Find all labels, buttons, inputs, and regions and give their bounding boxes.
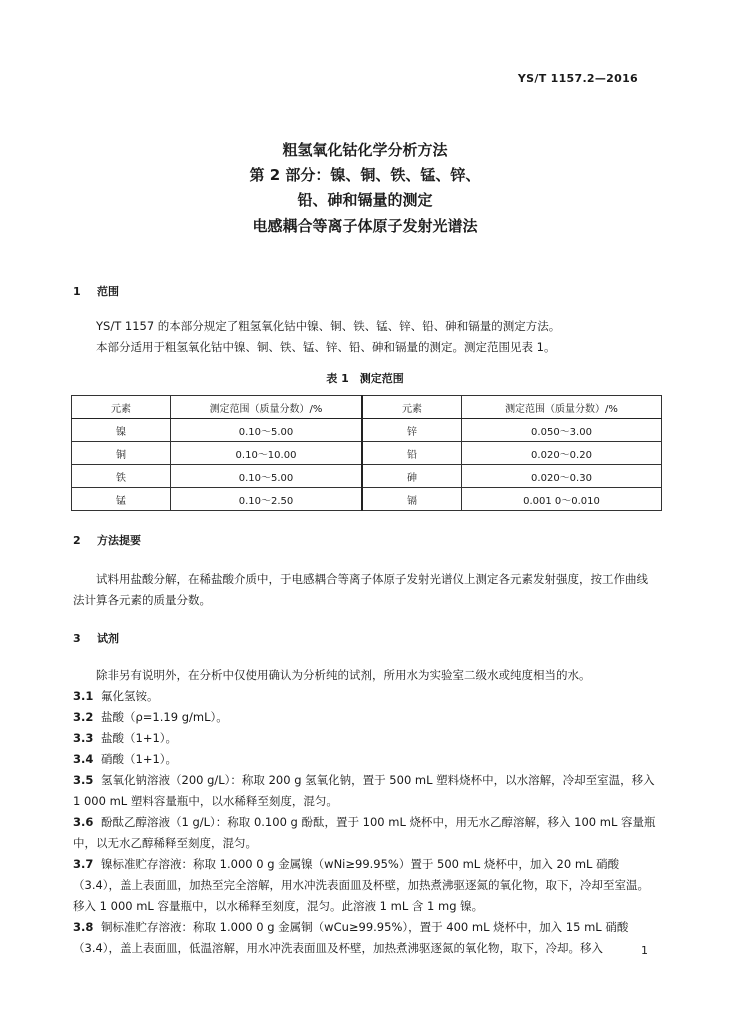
standard-code: YS/T 1157.2—2016	[517, 72, 638, 85]
table-header-cell: 元素	[362, 396, 462, 419]
reagent-item	[73, 728, 658, 749]
reagent-number: 3.4	[73, 752, 94, 766]
reagent-item	[73, 812, 658, 854]
reagent-text: 氟化氢铵。	[101, 689, 159, 703]
title-line-1: 粗氢氧化钴化学分析方法	[282, 141, 448, 159]
reagent-text: 铜标准贮存溶液：称取 1.000 0 g 金属铜（wCu≥99.95%），置于 400 mL 烧杯中，加入 15 mL 硝酸（3.4），盖上表面皿，低温溶解，用水冲洗表面皿及杯壁，加热煮沸驱逐氮的氧化物，取下，冷却。移入	[73, 920, 629, 955]
table-header-cell: 测定范围（质量分数）/%	[171, 396, 363, 419]
reagent-text: 硝酸（1+1）。	[101, 752, 178, 766]
reagent-item	[73, 686, 658, 707]
table-cell: 镉	[362, 488, 462, 511]
reagent-text: 盐酸（ρ=1.19 g/mL）。	[101, 710, 228, 724]
method-summary-paragraph: 试料用盐酸分解，在稀盐酸介质中，于电感耦合等离子体原子发射光谱仪上测定各元素发射强度，按工作曲线法计算各元素的质量分数。	[73, 572, 648, 607]
table-cell: 0.020～0.30	[462, 465, 662, 488]
measurement-range-table	[71, 395, 662, 511]
reagent-number: 3.6	[73, 815, 94, 829]
title-line-3: 铅、砷和镉量的测定	[297, 191, 433, 209]
section-title: 试剂	[97, 632, 119, 645]
table-cell: 铁	[72, 465, 171, 488]
table-header-row	[72, 396, 662, 419]
reagent-number: 3.3	[73, 731, 94, 745]
reagent-number: 3.5	[73, 773, 94, 787]
table-cell: 0.020～0.20	[462, 442, 662, 465]
table-row	[72, 442, 662, 465]
table-cell: 锰	[72, 488, 171, 511]
table-row	[72, 419, 662, 442]
reagent-item	[73, 917, 658, 955]
table-cell: 0.10～2.50	[171, 488, 363, 511]
section-title: 范围	[97, 285, 119, 298]
table-row	[72, 465, 662, 488]
section-number: 3	[73, 632, 81, 645]
table-cell: 0.10～10.00	[171, 442, 363, 465]
reagent-number: 3.8	[73, 920, 94, 934]
section-1-heading	[73, 283, 119, 299]
reagent-item	[73, 749, 658, 770]
reagent-item	[73, 854, 658, 917]
table-header-cell: 测定范围（质量分数）/%	[462, 396, 662, 419]
reagent-text: 盐酸（1+1）。	[101, 731, 178, 745]
section-number: 2	[73, 534, 81, 547]
table-cell: 砷	[362, 465, 462, 488]
title-line-4: 电感耦合等离子体原子发射光谱法	[252, 217, 478, 235]
reagent-text: 酚酞乙醇溶液（1 g/L）：称取 0.100 g 酚酞，置于 100 mL 烧杯中，用无水乙醇溶解，移入 100 mL 容量瓶中，以无水乙醇稀释至刻度，混匀。	[73, 815, 656, 850]
scope-paragraph-1: YS/T 1157 的本部分规定了粗氢氧化钴中镍、铜、铁、锰、锌、铅、砷和镉量的测定方法。	[96, 319, 561, 333]
page-number: 1	[641, 944, 648, 957]
table-cell: 铜	[72, 442, 171, 465]
table-caption: 表 1 测定范围	[326, 372, 404, 385]
reagents-intro-paragraph: 除非另有说明外，在分析中仅使用确认为分析纯的试剂，所用水为实验室二级水或纯度相当的水。	[96, 668, 591, 682]
section-number: 1	[73, 285, 81, 298]
section-3-heading	[73, 630, 119, 646]
title-line-2: 第 2 部分：镍、铜、铁、锰、锌、	[249, 166, 481, 184]
table-cell: 0.001 0～0.010	[462, 488, 662, 511]
table-cell: 0.10～5.00	[171, 465, 363, 488]
table-cell: 镍	[72, 419, 171, 442]
table-cell: 锌	[362, 419, 462, 442]
table-cell: 0.050～3.00	[462, 419, 662, 442]
reagent-text: 氢氧化钠溶液（200 g/L）：称取 200 g 氢氧化钠，置于 500 mL 塑料烧杯中，以水溶解，冷却至室温，移入 1 000 mL 塑料容量瓶中，以水稀释至刻度，混匀。	[73, 773, 655, 808]
reagent-number: 3.1	[73, 689, 94, 703]
reagent-item	[73, 770, 658, 812]
scope-paragraph-2: 本部分适用于粗氢氧化钴中镍、铜、铁、锰、锌、铅、砷和镉量的测定。测定范围见表 1。	[96, 340, 556, 354]
reagent-number: 3.2	[73, 710, 94, 724]
section-2-heading	[73, 532, 141, 548]
table-cell: 0.10～5.00	[171, 419, 363, 442]
reagent-number: 3.7	[73, 857, 94, 871]
table-row	[72, 488, 662, 511]
table-header-cell: 元素	[72, 396, 171, 419]
table-cell: 铅	[362, 442, 462, 465]
reagent-item	[73, 707, 658, 728]
section-title: 方法提要	[97, 534, 141, 547]
reagent-text: 镍标准贮存溶液：称取 1.000 0 g 金属镍（wNi≥99.95%）置于 500 mL 烧杯中，加入 20 mL 硝酸（3.4），盖上表面皿，加热至完全溶解，用水冲洗表面皿及杯壁，加热煮沸驱逐氮的氧化物，取下，冷却至室温。移入 1 000 mL 容量瓶中，以水稀释至刻度，混匀。此溶液 1 mL 含 1 mg 镍。	[73, 857, 650, 913]
